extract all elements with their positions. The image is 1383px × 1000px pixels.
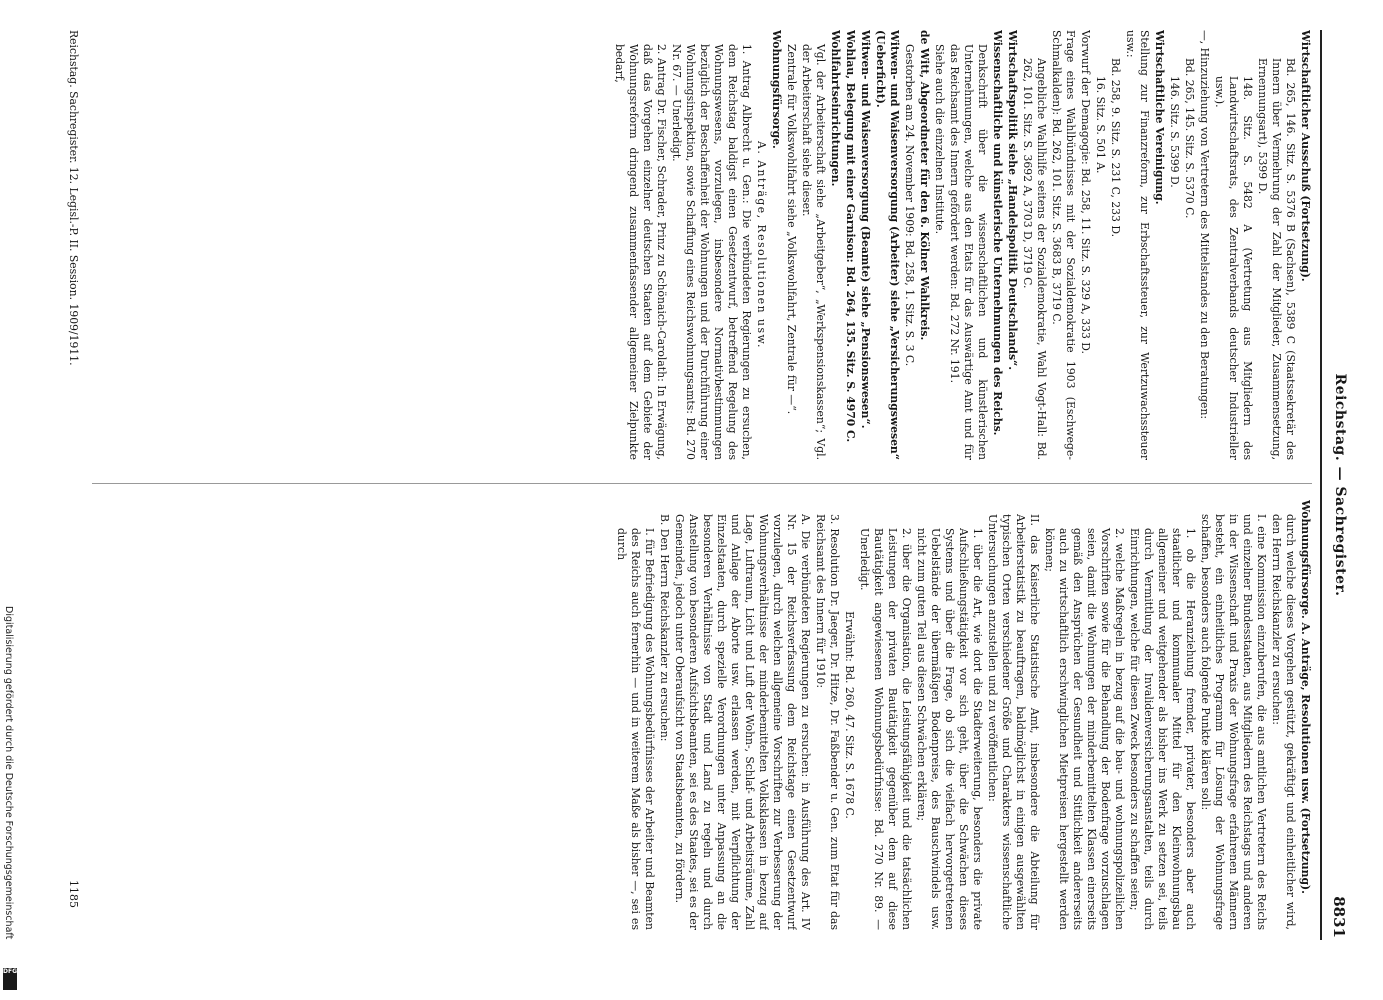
entry-text: Gestorben am 24. November 1909: Bd. 258, 1. Sitz. S. 3 C. (903, 44, 916, 367)
entry-text: Erwähnt: Bd. 260, 47. Sitz. S. 1678 C. (843, 611, 856, 819)
running-title: Reichstag. — Sachregister. (1332, 373, 1348, 597)
scanned-page (52, 30, 1352, 940)
page-content (52, 30, 1352, 940)
entry-text: Bd. 265, 146. Sitz. S. 5376 B (Sachsen), 5389 C (Staatssekretär des Innern über Vermehrung der Zahl der Mitglieder, Zusammensetzung, Ernennungsart), 5399 D. (1256, 58, 1297, 460)
entry-heading: Wirtschaftspolitik siehe „Handelspolitik Deutschlands“. (1006, 30, 1019, 370)
entry-text: 2. Antrag Dr. Fischer, Schrader, Prinz zu Schönaich-Carolath: In Erwägung, daß das Vorgehen einzelner deutschen Staaten auf dem Gebiete der Wohnungsreform dringend zusammenfassender allgemeiner Zielpunkte bedarf, (613, 44, 668, 460)
digitization-credit: Digitalisierung gefördert durch die Deutsche Forschungsgemeinschaft (3, 606, 14, 940)
right-column (92, 500, 1312, 930)
entry-text: II. das Kaiserliche Statistische Amt, insbesondere die Abteilung für Arbeiterstatistik zu beauftragen, baldmöglichst in einigen ausgewählten typischen Orten verschiedener Größe und Charakters wissenschaftliche Untersuchungen anzustellen und zu veröffentlichen: (986, 514, 1041, 930)
entry-text: 148. Sitz. S. 5482 A (Vertretung aus Mitgliedern des Landwirtschaftsrats, des Zentralverbands deutscher Industrieller usw.). (1213, 76, 1254, 460)
entry-text: 1. über die Art, wie dort die Stadterweiterung, besonders die private Aufschließungstätigkeit vor sich geht, über die Schwächen dieses Systems und über die Frage, ob sich die vielfach hervorgetretenen Uebelstände der übermäßigen Bodenpreise, des Bauschwindels usw. nicht zum guten Teil aus diesen Schwächen erklären; (915, 528, 984, 930)
entry-text: I. eine Kommission einzuberufen, die aus amtlichen Vertretern des Reichs und einzelner Bundesstaaten, aus Mitgliedern des Reichstags und anderen in der Wissenschaft und Praxis der Wohnungsfrage erfahrenen Männern besteht, ein einheitliches Programm für Lösung der Wohnungsfrage schaffen, besonders auch folgende Punkte klären soll: (1199, 514, 1268, 930)
page-header (1324, 30, 1352, 940)
page-footer: Reichstag. Sachregister. 12. Legisl.-P. II. Session. 1909/1911. (67, 30, 80, 366)
entry-heading: Wirtschaftlicher Ausschuß (Fortsetzung). (1299, 30, 1312, 282)
subsection-heading: A. Anträge, Resolutionen usw. (755, 141, 768, 349)
entry-heading: Wirtschaftliche Vereinigung. (1153, 30, 1166, 205)
entry-text: 1. Antrag Albrecht u. Gen.: Die verbündeten Regierungen zu ersuchen, dem Reichstag baldigst einen Gesetzentwurf, betreffend Regelung des Wohnungswesens, vorzulegen, insbesondere Normativbestimmungen bezüglich der Beschaffenheit der Wohnungen und der Durchführung einer Wohnungsinspektion, sowie Schaffung eines Reichswohnungsamts: Bd. 270 Nr. 67. — Unerledigt. (670, 44, 753, 460)
entry-text: Angebliche Wahlhilfe seitens der Sozialdemokratie, Wahl Vogt-Hall: Bd. 262, 101. Sitz. S. 3692 A, 3703 D, 3719 C. (1021, 58, 1048, 460)
entry-text: Stellung zur Finanzreform, zur Erbschaftssteuer, zur Wertzuwachssteuer usw.: (1124, 30, 1151, 460)
entry-text: —, Hinzuziehung von Vertretern des Mittelstandes zu den Beratungen: (1198, 30, 1211, 420)
dfg-logo-icon: DFG (3, 968, 17, 990)
entry-heading: Witwen- und Waisenversorgung (Arbeiter) siehe „Versicherungswesen“ (Ueberficht). (874, 30, 901, 460)
header-rule (1320, 30, 1322, 940)
entry-heading: Wohlau, Belegung mit einer Garnison: Bd. 264, 135. Sitz. S. 4970 C. (844, 30, 857, 443)
entry-text: 146. Sitz. S. 5399 D. (1168, 76, 1181, 188)
entry-text: Bd. 265, 145. Sitz. S. 5370 C. (1183, 58, 1196, 219)
entry-text: Zentrale für Volkswohlfahrt siehe „Volkswohlfahrt, Zentrale für —“. (785, 44, 798, 415)
entry-heading: Wissenschaftliche und künstlerische Unternehmungen des Reichs. (991, 30, 1004, 436)
entry-text: 3. Resolution Dr. Jaeger, Dr. Hitze, Dr. Faßbender u. Gen. zum Etat für das Reichsamt des Innern für 1910: (814, 514, 841, 930)
entry-text: Vgl. der Arbeiterschaft siehe „Arbeitgeber“, „Werkspensionskassen“; Vgl. der Arbeiterschaft siehe dieser. (800, 44, 827, 460)
entry-heading: Witwen- und Waisenversorgung (Beamte) siehe „Pensionswesen“. (859, 30, 872, 429)
header-page-number: 8831 (1330, 896, 1348, 938)
entry-text: Vorwurf der Demagogie: Bd. 258, 11. Sitz. S. 329 A, 333 D. (1079, 30, 1092, 354)
entry-text: I. für Befriedigung des Wohnungsbedürfnisses der Arbeiter und Beamten des Reichs auch fernerhin — und in weiterem Maße als bisher —, sei es durch (615, 528, 656, 930)
entry-text: 2. über die Organisation, die Leistungsfähigkeit und die tatsächlichen Leistungen der privaten Bautätigkeit gegenüber dem auf diese Bautätigkeit angewiesenen Wohnungsbedürfnisse: Bd. 270 Nr. 89. — Unerledigt. (858, 528, 913, 930)
entry-text: Bd. 258, 9. Sitz. S. 231 C, 233 D. (1109, 58, 1122, 238)
entry-heading: Wohnungsfürsorge. (770, 30, 783, 149)
entry-text: durch welche dieses Vorgehen gestützt, gekräftigt und einheitlicher wird, den Herrn Reichskanzler zu ersuchen: (1270, 514, 1297, 930)
entry-text: 1. ob die Heranziehung fremder, privater, besonders aber auch staatlicher und kommunaler Mittel für den Kleinwohnungsbau allgemeiner und weitgehender als bisher ins Werk zu setzen sei, teils durch Vermittlung der Invalidenversicherungsanstalten, teils durch Einrichtungen, welche für diesen Zweck besonders zu schaffen seien; (1128, 528, 1197, 930)
entry-text: A. Die verbündeten Regierungen zu ersuchen: in Ausführung des Art. IV Nr. 15 der Reichsverfassung dem Reichstage einen Gesetzentwurf vorzulegen, durch welchen allgemeine Vorschriften zur Verbesserung der Wohnungsverhältnisse der minderbemittelten Volksklassen in bezug auf Lage, Luftraum, Licht und Luft der Wohn-, Schlaf- und Arbeitsräume, Zahl und Anlage der Aborte usw. erlassen werden, mit Verpflichtung der Einzelstaaten, durch spezielle Verordnungen unter Anpassung an die besonderen Verhältnisse von Stadt und Land zu regeln und durch Anstellung von besonderen Aufsichtsbeamten, sei es des Staates, sei es der Gemeinden, jedoch unter Oberaufsicht von Staatsbeamten, zu fördern. (673, 514, 812, 930)
footer-page-number: 1185 (67, 880, 80, 908)
left-column (92, 30, 1312, 460)
entry-heading: Wohlfahrtseinrichtungen. (829, 30, 842, 187)
entry-text: B. Den Herrn Reichskanzler zu ersuchen: (658, 514, 671, 742)
entry-text: Denkschrift über die wissenschaftlichen und künstlerischen Unternehmungen, welche aus den Etats für das Auswärtige Amt und für das Reichsamt des Innern gefördert werden: Bd. 272 Nr. 191. (948, 44, 989, 460)
entry-text: Frage eines Wahlbündnisses mit der Sozialdemokratie 1903 (Eschwege-Schmalkalden): Bd. 262, 101. Sitz. S. 3683 B, 3719 C. (1050, 30, 1077, 460)
entry-text: 2. welche Maßregeln in bezug auf die bau- und wohnungspolizeilichen Vorschriften sowie für die Behandlung der Bodenfrage vorzuschlagen seien, damit die Wohnungen der minderbemittelten Klassen einerseits gemäß den Ansprüchen der Gesundheit und Sittlichkeit andererseits auch zu wirtschaftlich erschwinglichen Mietpreisen hergestellt werden können; (1043, 528, 1126, 930)
entry-heading: de Witt, Abgeordneter für den 6. Kölner Wahlkreis. (918, 30, 931, 341)
entry-text: 16. Sitz. S. 501 A. (1094, 76, 1107, 174)
column-divider (92, 483, 1312, 484)
entry-heading: Wohnungsfürsorge. A. Anträge, Resolutionen usw. (Fortsetzung). (1299, 500, 1312, 894)
entry-text: Siehe auch die einzelnen Institute. (933, 44, 946, 235)
